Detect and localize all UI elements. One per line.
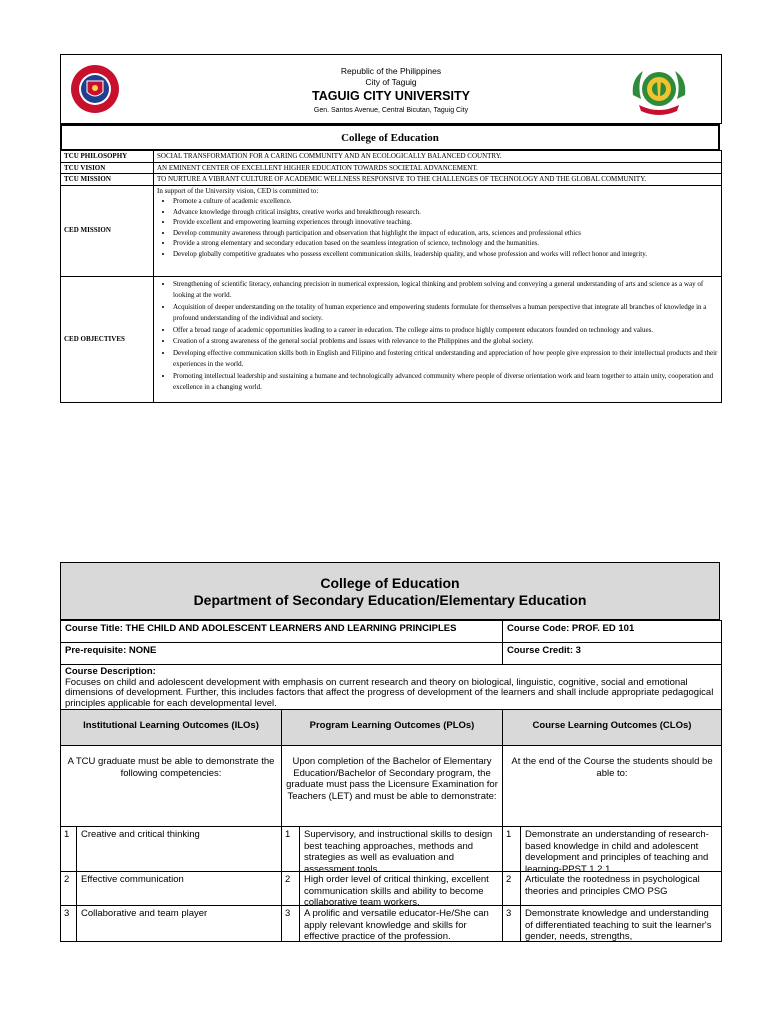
- vision-text: AN EMINENT CENTER OF EXCELLENT HIGHER EDUCATION TOWARDS SOCIETAL ADVANCEMENT.: [154, 162, 722, 174]
- course-description: [61, 665, 721, 711]
- ced-seal-logo: [627, 65, 691, 117]
- plo-item: Supervisory, and instructional skills to design best teaching approaches, methods and strategies as well as evaluation and assessment tools.: [300, 827, 503, 871]
- university-name: TAGUIG CITY UNIVERSITY: [312, 89, 470, 103]
- plo-number: 2: [282, 872, 300, 905]
- ilo-intro: A TCU graduate must be able to demonstrate the following competencies:: [61, 746, 282, 826]
- plo-item: High order level of critical thinking, excellent communication skills and ability to become collaborative team workers.: [300, 872, 503, 905]
- plo-number: 1: [282, 827, 300, 871]
- ilo-number: 1: [61, 827, 77, 871]
- clo-item: Articulate the rootedness in psychological theories and principles CMO PSG: [525, 874, 700, 897]
- ced-objectives-cell: [154, 276, 722, 402]
- philosophy-label: TCU PHILOSOPHY: [61, 151, 154, 163]
- clo-number: 2: [503, 872, 521, 905]
- ilo-item: Effective communication: [77, 872, 282, 905]
- ced-objectives-label: CED OBJECTIVES: [61, 276, 154, 402]
- course-title: Course Title: THE CHILD AND ADOLESCENT LEARNERS AND LEARNING PRINCIPLES: [61, 621, 503, 642]
- course-credit: Course Credit: 3: [507, 645, 581, 656]
- list-item: • Acquisition of deeper understanding on the totality of human experience and empowering students formulate for themselves a human perspective that integrate all branches of knowledge in a profound understanding of the individual and society.: [173, 302, 718, 325]
- ilo-number: 3: [61, 906, 77, 941]
- syllabus-college-title: College of Education: [320, 575, 460, 591]
- address-line: Gen. Santos Avenue, Central Bicutan, Taguig City: [313, 107, 469, 114]
- ced-mission-intro: In support of the University vision, CED is committed to:: [157, 186, 319, 195]
- clo-number: 3: [503, 906, 521, 941]
- ilo-item: Creative and critical thinking: [77, 827, 282, 871]
- ced-mission-cell: [154, 185, 722, 276]
- philosophy-text: SOCIAL TRANSFORMATION FOR A CARING COMMUNITY AND AN ECOLOGICALLY BALANCED COUNTRY.: [154, 151, 722, 163]
- plo-number: 3: [282, 906, 300, 941]
- table-row: [60, 905, 722, 942]
- republic-line: Republic of the Philippines: [340, 66, 442, 76]
- prerequisite-row: [60, 642, 722, 665]
- clo-number: 1: [503, 827, 521, 871]
- list-item: • Develop globally competitive graduates who possess excellent communication skills, leadership quality, and whose profession and works will reflect honor and integrity.: [173, 249, 718, 260]
- list-item: • Promoting intellectual leadership and sustaining a humane and technologically advanced community where people of diverse orientation work and learn together to attain unity, cooperation and excellence in a changing world.: [173, 371, 718, 394]
- document-page-1: [60, 54, 722, 402]
- syllabus-title-block: [60, 562, 720, 620]
- mission-label: TCU MISSION: [61, 174, 154, 186]
- ilo-header: Institutional Learning Outcomes (ILOs): [61, 710, 282, 745]
- course-description-label: Course Description:: [65, 666, 156, 677]
- outcomes-intro-row: [60, 745, 722, 827]
- plo-item: A prolific and versatile educator-He/She can apply relevant knowledge and skills for effective practice of the profession.: [300, 906, 503, 941]
- list-item: • Provide a strong elementary and secondary education based on the seamless integration of science, technology and the humanities.: [173, 238, 718, 249]
- clo-intro: At the end of the Course the students should be able to:: [511, 756, 713, 779]
- prerequisite: Pre-requisite: NONE: [61, 643, 503, 664]
- list-item: • Strengthening of scientific literacy, enhancing precision in numerical expression, logical thinking and problem solving and conveying a general understanding of arts and science as a way of looking at the world.: [173, 279, 718, 302]
- clo-item: Demonstrate knowledge and understanding of differentiated teaching to suit the learner's gender, needs, strengths,: [525, 908, 712, 941]
- ced-mission-label: CED MISSION: [61, 185, 154, 276]
- list-item: • Creation of a strong awareness of the general social problems and issues with relevance to the Philippines and the global society.: [173, 336, 718, 348]
- table-row: [60, 871, 722, 906]
- list-item: • Advance knowledge through critical insights, creative works and breakthrough research.: [173, 207, 718, 218]
- plo-intro: Upon completion of the Bachelor of Elementary Education/Bachelor of Secondary program, the graduate must pass the Licensure Examination for Teachers (LET) and must be able to demonstrate:: [282, 746, 503, 826]
- list-item: • Promote a culture of academic excellence.: [173, 196, 718, 207]
- course-description-text: Focuses on child and adolescent development with emphasis on current research and theory on biological, linguistic, cognitive, social and emotional dimensions of development. Further, this includes factors that affect the progress of development of the learners and shall include appropriate pedagogical principles applicable for each developmental level.: [65, 676, 714, 709]
- ced-mission-list: [157, 196, 718, 259]
- letterhead: [60, 54, 722, 124]
- list-item: • Developing effective communication skills both in English and Filipino and fostering critical understanding and appreciation of how people give expression to their intellectual products and their experiences in the world.: [173, 348, 718, 371]
- course-title-row: [60, 620, 722, 643]
- list-item: • Develop community awareness through participation and observation that highlight the impact of education, arts, sciences and professional ethics: [173, 228, 718, 239]
- syllabus-department-title: Department of Secondary Education/Elementary Education: [193, 592, 587, 608]
- document-page-2: [60, 562, 722, 942]
- list-item: • Offer a broad range of academic opportunities leading to a career in education. The college aims to produce highly competent educators founded on technology and values.: [173, 325, 718, 337]
- clo-item: Demonstrate an understanding of research-based knowledge in child and adolescent development and principles of teaching and learning-PPST 1.2.1: [525, 829, 709, 875]
- table-row: [60, 826, 722, 875]
- plo-header: Program Learning Outcomes (PLOs): [282, 710, 503, 745]
- course-description-row: [60, 664, 722, 710]
- mission-text: TO NURTURE A VIBRANT CULTURE OF ACADEMIC WELLNESS RESPONSIVE TO THE CHALLENGES OF TECHNOLOGY AND THE GLOBAL COMMUNITY.: [154, 174, 722, 186]
- list-item: • Provide excellent and empowering learning experiences through innovative teaching.: [173, 217, 718, 228]
- vision-label: TCU VISION: [61, 162, 154, 174]
- ilo-item: Collaborative and team player: [77, 906, 282, 941]
- clo-header: Course Learning Outcomes (CLOs): [532, 720, 692, 731]
- ilo-number: 2: [61, 872, 77, 905]
- ced-objectives-list: [157, 279, 718, 394]
- outcomes-header-row: [60, 709, 722, 746]
- college-heading: College of Education: [60, 124, 720, 150]
- course-code: Course Code: PROF. ED 101: [507, 623, 635, 634]
- city-line: City of Taguig: [365, 77, 417, 87]
- vmgo-table: [60, 150, 722, 403]
